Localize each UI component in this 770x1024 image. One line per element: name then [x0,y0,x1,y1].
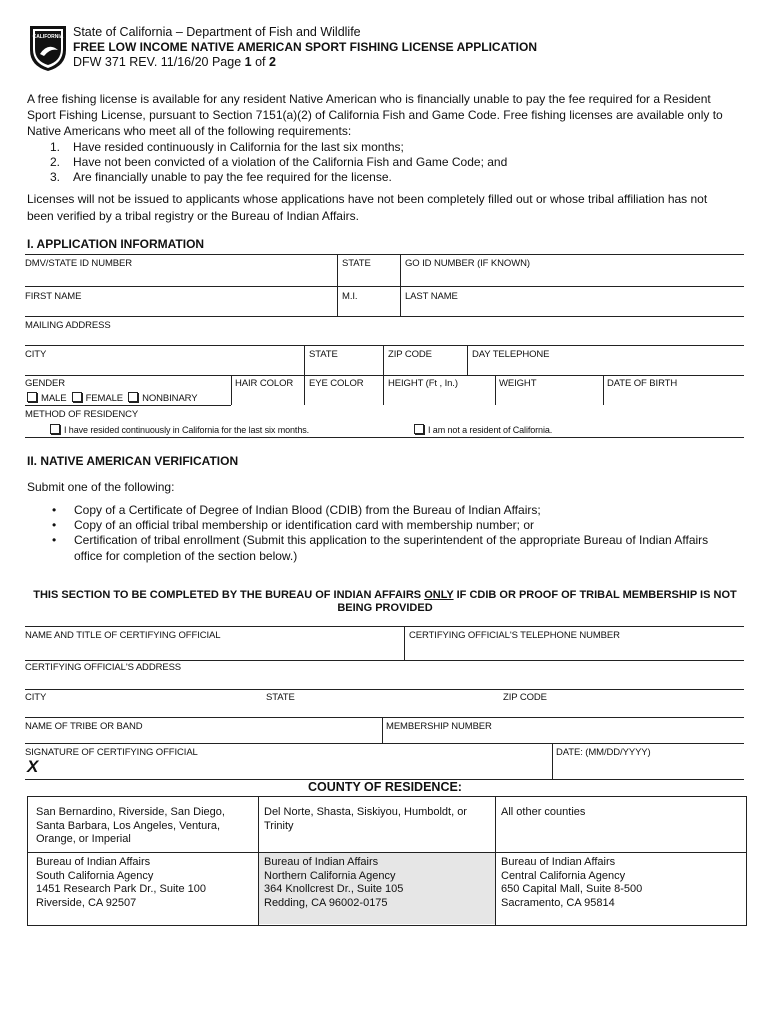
residency-method-label: METHOD OF RESIDENCY [25,409,139,420]
mailing-address-field[interactable]: MAILING ADDRESS [25,320,111,331]
section-1-title: I. APPLICATION INFORMATION [27,237,205,251]
date-field[interactable]: DATE: (MM/DD/YYYY) [556,747,651,758]
submit-instruction: Submit one of the following: [27,480,175,494]
official-name-field[interactable]: NAME AND TITLE OF CERTIFYING OFFICIAL [25,630,221,641]
office-south: Bureau of Indian Affairs South California Agency 1451 Research Park Dr., Suite 100 Riverside, CA 92507 [36,856,206,909]
county-list-north: Del Norte, Shasta, Siskiyou, Humboldt, or Trinity [264,806,467,832]
mi-field[interactable]: M.I. [342,291,358,302]
city-field[interactable]: CITY [25,349,47,360]
county-list-central: All other counties [501,806,586,818]
first-name-field[interactable]: FIRST NAME [25,291,82,302]
weight-field[interactable]: WEIGHT [499,378,537,389]
hair-color-field[interactable]: HAIR COLOR [235,378,294,389]
eye-color-field[interactable]: EYE COLOR [309,378,364,389]
state-field[interactable]: STATE [342,258,371,269]
requirement-1: 1. Have resided continuously in California for the last six months; [50,140,404,154]
office-central: Bureau of Indian Affairs Central California Agency 650 Capital Mall, Suite 8-500 Sacramento, CA 95814 [501,856,643,909]
notice-paragraph: Licenses will not be issued to applicants whose applications have not been completely filled out or whose tribal affiliation has not been verified by a tribal registry or the Bureau of Indian Affairs. [27,192,708,223]
form-title: FREE LOW INCOME NATIVE AMERICAN SPORT FISHING LICENSE APPLICATION [73,40,538,54]
county-table [27,796,747,926]
state-field-2[interactable]: STATE [309,349,338,360]
gender-options [27,392,198,404]
nonbinary-label: NONBINARY [142,393,198,404]
section-2-title: II. NATIVE AMERICAN VERIFICATION [27,454,239,468]
gender-label: GENDER [25,378,66,389]
signature-field[interactable]: SIGNATURE OF CERTIFYING OFFICIAL [25,747,198,758]
dmv-id-field[interactable]: DMV/STATE ID NUMBER [25,258,133,269]
go-id-field[interactable]: GO ID NUMBER (IF KNOWN) [405,258,530,269]
not-resident-option[interactable]: I am not a resident of California. [414,424,552,436]
official-phone-field[interactable]: CERTIFYING OFFICIAL'S TELEPHONE NUMBER [409,630,620,641]
dob-field[interactable]: DATE OF BIRTH [607,378,678,389]
signature-x-mark: X [27,757,39,776]
svg-text:CALIFORNIA: CALIFORNIA [32,34,64,40]
requirement-2: 2. Have not been convicted of a violation of the California Fish and Game Code; and [50,155,508,169]
height-field[interactable]: HEIGHT (Ft , In.) [388,378,458,389]
tribe-field[interactable]: NAME OF TRIBE OR BAND [25,721,143,732]
bia-zip-field[interactable]: ZIP CODE [503,692,547,703]
zip-field[interactable]: ZIP CODE [388,349,432,360]
official-address-field[interactable]: CERTIFYING OFFICIAL'S ADDRESS [25,662,182,673]
resided-option[interactable]: I have resided continuously in California for the last six months. [50,424,309,436]
form-id: DFW 371 REV. 11/16/20 Page 1 of 2 [73,55,276,69]
female-label: FEMALE [85,393,123,404]
requirement-3: 3. Are financially unable to pay the fee required for the license. [50,170,392,184]
day-phone-field[interactable]: DAY TELEPHONE [472,349,550,360]
last-name-field[interactable]: LAST NAME [405,291,458,302]
not-resident-checkbox[interactable] [414,424,424,434]
county-title: COUNTY OF RESIDENCE: [308,780,462,794]
intro-paragraph: A free fishing license is available for any resident Native American who is financially unable to pay the fee required for a Resident Sport Fishing License, pursuant to Section 7151(a)(2) of California Fish and Game Code. Free fishing licenses are available only to Native Americans who meet all of the following requirements: [27,92,723,138]
bia-state-field[interactable]: STATE [266,692,295,703]
county-list-south: San Bernardino, Riverside, San Diego, Santa Barbara, Los Angeles, Ventura, Orange, or Imperial [36,806,225,845]
female-checkbox[interactable] [72,392,82,402]
bia-city-field[interactable]: CITY [25,692,47,703]
agency-line: State of California – Department of Fish and Wildlife [73,25,361,39]
male-checkbox[interactable] [27,392,37,402]
nonbinary-checkbox[interactable] [128,392,138,402]
resided-checkbox[interactable] [50,424,60,434]
membership-field[interactable]: MEMBERSHIP NUMBER [386,721,492,732]
bia-section-note: THIS SECTION TO BE COMPLETED BY THE BUREAU OF INDIAN AFFAIRS ONLY IF CDIB OR PROOF OF TRIBAL MEMBERSHIP IS NOT BEING PROVIDED [33,589,737,614]
cdfw-seal-logo [28,24,68,72]
office-north: Bureau of Indian Affairs Northern California Agency 364 Knollcrest Dr., Suite 105 Redding, CA 96002-0175 [264,856,404,909]
male-label: MALE [41,393,67,404]
